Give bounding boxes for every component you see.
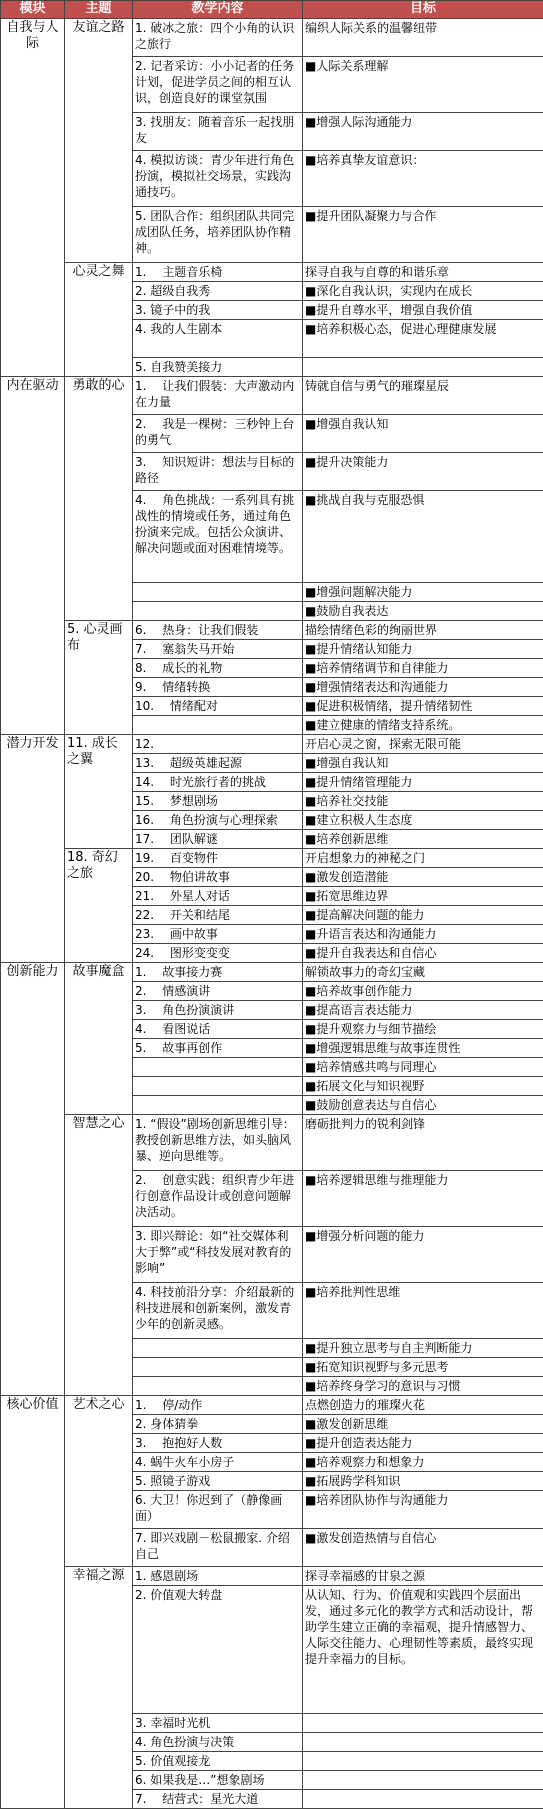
goal-cell: ■建立健康的情绪支持系统。 bbox=[303, 716, 543, 735]
header-content: 教学内容 bbox=[133, 1, 303, 19]
goal-cell: 从认知、行为、价值观和实践四个层面出发，通过多元化的教学方式和活动设计，帮助学生建立正确的幸福观，提升情感智力、人际交往能力、心理韧性等素质，最终实现提升幸福力的目标。 bbox=[303, 1586, 543, 1714]
goal-cell: ■提升独立思考与自主判断能力 bbox=[303, 1339, 543, 1358]
goal-cell: ■人际关系理解 bbox=[303, 57, 543, 113]
content-cell: 10. 情绪配对 bbox=[133, 697, 303, 716]
content-cell: 2. 价值观大转盘 bbox=[133, 1586, 303, 1714]
table-body bbox=[1, 19, 543, 1809]
content-cell: 5. 故事再创作 bbox=[133, 1039, 303, 1058]
goal-cell: ■建立积极人生态度 bbox=[303, 811, 543, 830]
content-cell: 23. 画中故事 bbox=[133, 925, 303, 944]
goal-cell: ■增强情绪表达和沟通能力 bbox=[303, 678, 543, 697]
content-cell: 22. 开关和结尾 bbox=[133, 906, 303, 925]
content-cell: 20. 物伯讲故事 bbox=[133, 868, 303, 887]
goal-cell: ■鼓励自我表达 bbox=[303, 602, 543, 621]
goal-cell: ■拓展文化与知识视野 bbox=[303, 1077, 543, 1096]
theme-cell: 11. 成长之翼 bbox=[65, 735, 133, 849]
goal-cell: ■培养故事创作能力 bbox=[303, 982, 543, 1001]
module-cell: 内在驱动 bbox=[1, 377, 65, 735]
content-cell: 4. 科技前沿分享：介绍最新的科技进展和创新案例，激发青少年的创新灵感。 bbox=[133, 1283, 303, 1339]
goal-cell: ■培养情绪调节和自律能力 bbox=[303, 659, 543, 678]
content-cell: 16. 角色扮演与心理探索 bbox=[133, 811, 303, 830]
content-cell bbox=[133, 1377, 303, 1396]
content-cell: 4. 看图说话 bbox=[133, 1020, 303, 1039]
content-cell: 21. 外星人对话 bbox=[133, 887, 303, 906]
goal-cell bbox=[303, 358, 543, 377]
content-cell: 1. 破冰之旅：四个小角的认识之旅行 bbox=[133, 19, 303, 57]
content-cell: 14. 时光旅行者的挑战 bbox=[133, 773, 303, 792]
header-theme: 主题 bbox=[65, 1, 133, 19]
goal-cell: ■拓宽思维边界 bbox=[303, 887, 543, 906]
theme-cell: 心灵之舞 bbox=[65, 263, 133, 377]
goal-cell: 探寻幸福感的甘泉之源 bbox=[303, 1567, 543, 1586]
content-cell: 5. 自我赞美接力 bbox=[133, 358, 303, 377]
content-cell: 6. 大卫！你迟到了（静像画面） bbox=[133, 1491, 303, 1529]
goal-cell: ■激发创新思维 bbox=[303, 1415, 543, 1434]
goal-cell: ■提升决策能力 bbox=[303, 453, 543, 491]
content-cell bbox=[133, 1058, 303, 1077]
module-cell: 潜力开发 bbox=[1, 735, 65, 963]
content-cell: 1. “假设”剧场创新思维引导：教授创新思维方法，如头脑风暴、逆向思维等。 bbox=[133, 1115, 303, 1171]
goal-cell bbox=[303, 1714, 543, 1733]
table-row bbox=[1, 963, 543, 982]
goal-cell: ■提高语言表达能力 bbox=[303, 1001, 543, 1020]
content-cell: 15. 梦想剧场 bbox=[133, 792, 303, 811]
goal-cell: ■挑战自我与克服恐惧 bbox=[303, 491, 543, 583]
module-cell: 核心价值 bbox=[1, 1396, 65, 1809]
table-row bbox=[1, 621, 543, 640]
content-cell: 2. 我是一棵树：三秒钟上台的勇气 bbox=[133, 415, 303, 453]
content-cell: 3. 幸福时光机 bbox=[133, 1714, 303, 1733]
content-cell: 4. 模拟访谈：青少年进行角色扮演，模拟社交场景，实践沟通技巧。 bbox=[133, 151, 303, 207]
content-cell: 4. 角色扮演与决策 bbox=[133, 1733, 303, 1752]
goal-cell: ■提升情绪管理能力 bbox=[303, 773, 543, 792]
content-cell: 3. 抱抱好人数 bbox=[133, 1434, 303, 1453]
content-cell: 1. 停/动作 bbox=[133, 1396, 303, 1415]
goal-cell bbox=[303, 1771, 543, 1790]
header-goal: 目标 bbox=[303, 1, 543, 19]
goal-cell: ■培养真挚友谊意识： bbox=[303, 151, 543, 207]
content-cell bbox=[133, 1096, 303, 1115]
goal-cell: 磨砺批判力的锐利剑锋 bbox=[303, 1115, 543, 1171]
table-row bbox=[1, 263, 543, 282]
goal-cell: ■激发创造潜能 bbox=[303, 868, 543, 887]
goal-cell: ■提升观察力与细节描绘 bbox=[303, 1020, 543, 1039]
theme-cell: 18. 奇幻之旅 bbox=[65, 849, 133, 963]
module-cell: 创新能力 bbox=[1, 963, 65, 1396]
goal-cell: ■提升情绪认知能力 bbox=[303, 640, 543, 659]
table-row bbox=[1, 1115, 543, 1171]
header-row bbox=[1, 1, 543, 19]
content-cell: 13. 超级英雄起源 bbox=[133, 754, 303, 773]
theme-cell: 友谊之路 bbox=[65, 19, 133, 263]
table-row bbox=[1, 735, 543, 754]
content-cell: 1. 让我们假装：大声激动内在力量 bbox=[133, 377, 303, 415]
goal-cell: ■深化自我认识，实现内在成长 bbox=[303, 282, 543, 301]
goal-cell: ■鼓励创意表达与自信心 bbox=[303, 1096, 543, 1115]
content-cell: 4. 蜗牛火车小房子 bbox=[133, 1453, 303, 1472]
content-cell: 3. 知识短讲：想法与目标的路径 bbox=[133, 453, 303, 491]
content-cell: 5. 团队合作：组织团队共同完成团队任务，培养团队协作精神。 bbox=[133, 207, 303, 263]
goal-cell: 开启想象力的神秘之门 bbox=[303, 849, 543, 868]
theme-cell: 故事魔盒 bbox=[65, 963, 133, 1115]
goal-cell bbox=[303, 1752, 543, 1771]
header-module: 模块 bbox=[1, 1, 65, 19]
theme-cell: 智慧之心 bbox=[65, 1115, 133, 1396]
goal-cell: 点燃创造力的璀璨火花 bbox=[303, 1396, 543, 1415]
goal-cell: 解锁故事力的奇幻宝藏 bbox=[303, 963, 543, 982]
goal-cell: ■培养社交技能 bbox=[303, 792, 543, 811]
content-cell: 5. 照镜子游戏 bbox=[133, 1472, 303, 1491]
content-cell: 7. 即兴戏剧－松鼠搬家. 介绍自己 bbox=[133, 1529, 303, 1567]
content-cell: 24. 图形变变变 bbox=[133, 944, 303, 963]
goal-cell: ■提升团队凝聚力与合作 bbox=[303, 207, 543, 263]
module-cell: 自我与人际 bbox=[1, 19, 65, 377]
content-cell: 4. 角色挑战：一系列具有挑战性的情境或任务，通过角色扮演来完成。包括公众演讲、解决问题或面对困难情境等。 bbox=[133, 491, 303, 583]
goal-cell: ■增强逻辑思维与故事连贯性 bbox=[303, 1039, 543, 1058]
goal-cell: ■增强问题解决能力 bbox=[303, 583, 543, 602]
content-cell: 8. 成长的礼物 bbox=[133, 659, 303, 678]
table-row bbox=[1, 1567, 543, 1586]
theme-cell: 勇敢的心 bbox=[65, 377, 133, 621]
content-cell: 5. 价值观接龙 bbox=[133, 1752, 303, 1771]
table-row bbox=[1, 19, 543, 57]
goal-cell: ■培养批判性思维 bbox=[303, 1283, 543, 1339]
goal-cell: ■提升自尊水平，增强自我价值 bbox=[303, 301, 543, 320]
goal-cell: ■培养团队协作与沟通能力 bbox=[303, 1491, 543, 1529]
content-cell: 19. 百变物件 bbox=[133, 849, 303, 868]
goal-cell: ■促进积极情绪，提升情绪韧性 bbox=[303, 697, 543, 716]
goal-cell: ■培养创新思维 bbox=[303, 830, 543, 849]
goal-cell: ■提升自我表达和自信心 bbox=[303, 944, 543, 963]
goal-cell: ■激发创造热情与自信心 bbox=[303, 1529, 543, 1567]
goal-cell: ■培养逻辑思维与推理能力 bbox=[303, 1171, 543, 1227]
goal-cell: 编织人际关系的温馨纽带 bbox=[303, 19, 543, 57]
goal-cell: ■升语言表达和沟通能力 bbox=[303, 925, 543, 944]
content-cell bbox=[133, 1077, 303, 1096]
content-cell bbox=[133, 716, 303, 735]
theme-cell: 5. 心灵画布 bbox=[65, 621, 133, 735]
content-cell: 9. 情绪转换 bbox=[133, 678, 303, 697]
content-cell: 3. 镜子中的我 bbox=[133, 301, 303, 320]
content-cell: 1. 感恩剧场 bbox=[133, 1567, 303, 1586]
content-cell bbox=[133, 602, 303, 621]
goal-cell bbox=[303, 1733, 543, 1752]
goal-cell: ■增强分析问题的能力 bbox=[303, 1227, 543, 1283]
content-cell: 17. 团队解谜 bbox=[133, 830, 303, 849]
goal-cell: ■拓展跨学科知识 bbox=[303, 1472, 543, 1491]
goal-cell: 描绘情绪色彩的绚丽世界 bbox=[303, 621, 543, 640]
content-cell: 1. 故事接力赛 bbox=[133, 963, 303, 982]
table-row bbox=[1, 377, 543, 415]
theme-cell: 幸福之源 bbox=[65, 1567, 133, 1809]
content-cell: 2. 情感演讲 bbox=[133, 982, 303, 1001]
content-cell: 6. 如果我是…”想象剧场 bbox=[133, 1771, 303, 1790]
goal-cell: ■提高解决问题的能力 bbox=[303, 906, 543, 925]
content-cell: 2. 记者采访：小小记者的任务计划，促进学员之间的相互认识，创造良好的课堂氛围 bbox=[133, 57, 303, 113]
goal-cell: ■培养情感共鸣与同理心 bbox=[303, 1058, 543, 1077]
goal-cell: ■提升创造表达能力 bbox=[303, 1434, 543, 1453]
goal-cell: ■增强自我认知 bbox=[303, 415, 543, 453]
content-cell: 2. 身体猜拳 bbox=[133, 1415, 303, 1434]
content-cell: 3. 找朋友：随着音乐一起找朋友 bbox=[133, 113, 303, 151]
content-cell: 6. 热身：让我们假装 bbox=[133, 621, 303, 640]
goal-cell: ■增强人际沟通能力 bbox=[303, 113, 543, 151]
goal-cell: ■培养积极心态，促进心理健康发展 bbox=[303, 320, 543, 358]
content-cell: 2. 超级自我秀 bbox=[133, 282, 303, 301]
content-cell: 2. 创意实践：组织青少年进行创意作品设计或创意问题解决活动。 bbox=[133, 1171, 303, 1227]
goal-cell: 开启心灵之窗，探索无限可能 bbox=[303, 735, 543, 754]
goal-cell: ■培养观察力和想象力 bbox=[303, 1453, 543, 1472]
content-cell bbox=[133, 583, 303, 602]
content-cell bbox=[133, 1358, 303, 1377]
content-cell: 7. 结营式：星光大道 bbox=[133, 1790, 303, 1809]
table-row bbox=[1, 1396, 543, 1415]
content-cell: 7. 塞翁失马开始 bbox=[133, 640, 303, 659]
goal-cell: ■培养终身学习的意识与习惯 bbox=[303, 1377, 543, 1396]
content-cell bbox=[133, 1339, 303, 1358]
content-cell: 3. 角色扮演演讲 bbox=[133, 1001, 303, 1020]
content-cell: 3. 即兴辩论：如“社交媒体利大于弊”或“科技发展对教育的影响” bbox=[133, 1227, 303, 1283]
content-cell: 12. bbox=[133, 735, 303, 754]
theme-cell: 艺术之心 bbox=[65, 1396, 133, 1567]
goal-cell: 铸就自信与勇气的璀璨星辰 bbox=[303, 377, 543, 415]
content-cell: 4. 我的人生剧本 bbox=[133, 320, 303, 358]
goal-cell: 探寻自我与自尊的和谐乐章 bbox=[303, 263, 543, 282]
goal-cell: ■拓宽知识视野与多元思考 bbox=[303, 1358, 543, 1377]
table-row bbox=[1, 849, 543, 868]
goal-cell: ■增强自我认知 bbox=[303, 754, 543, 773]
content-cell: 1. 主题音乐椅 bbox=[133, 263, 303, 282]
goal-cell bbox=[303, 1790, 543, 1809]
